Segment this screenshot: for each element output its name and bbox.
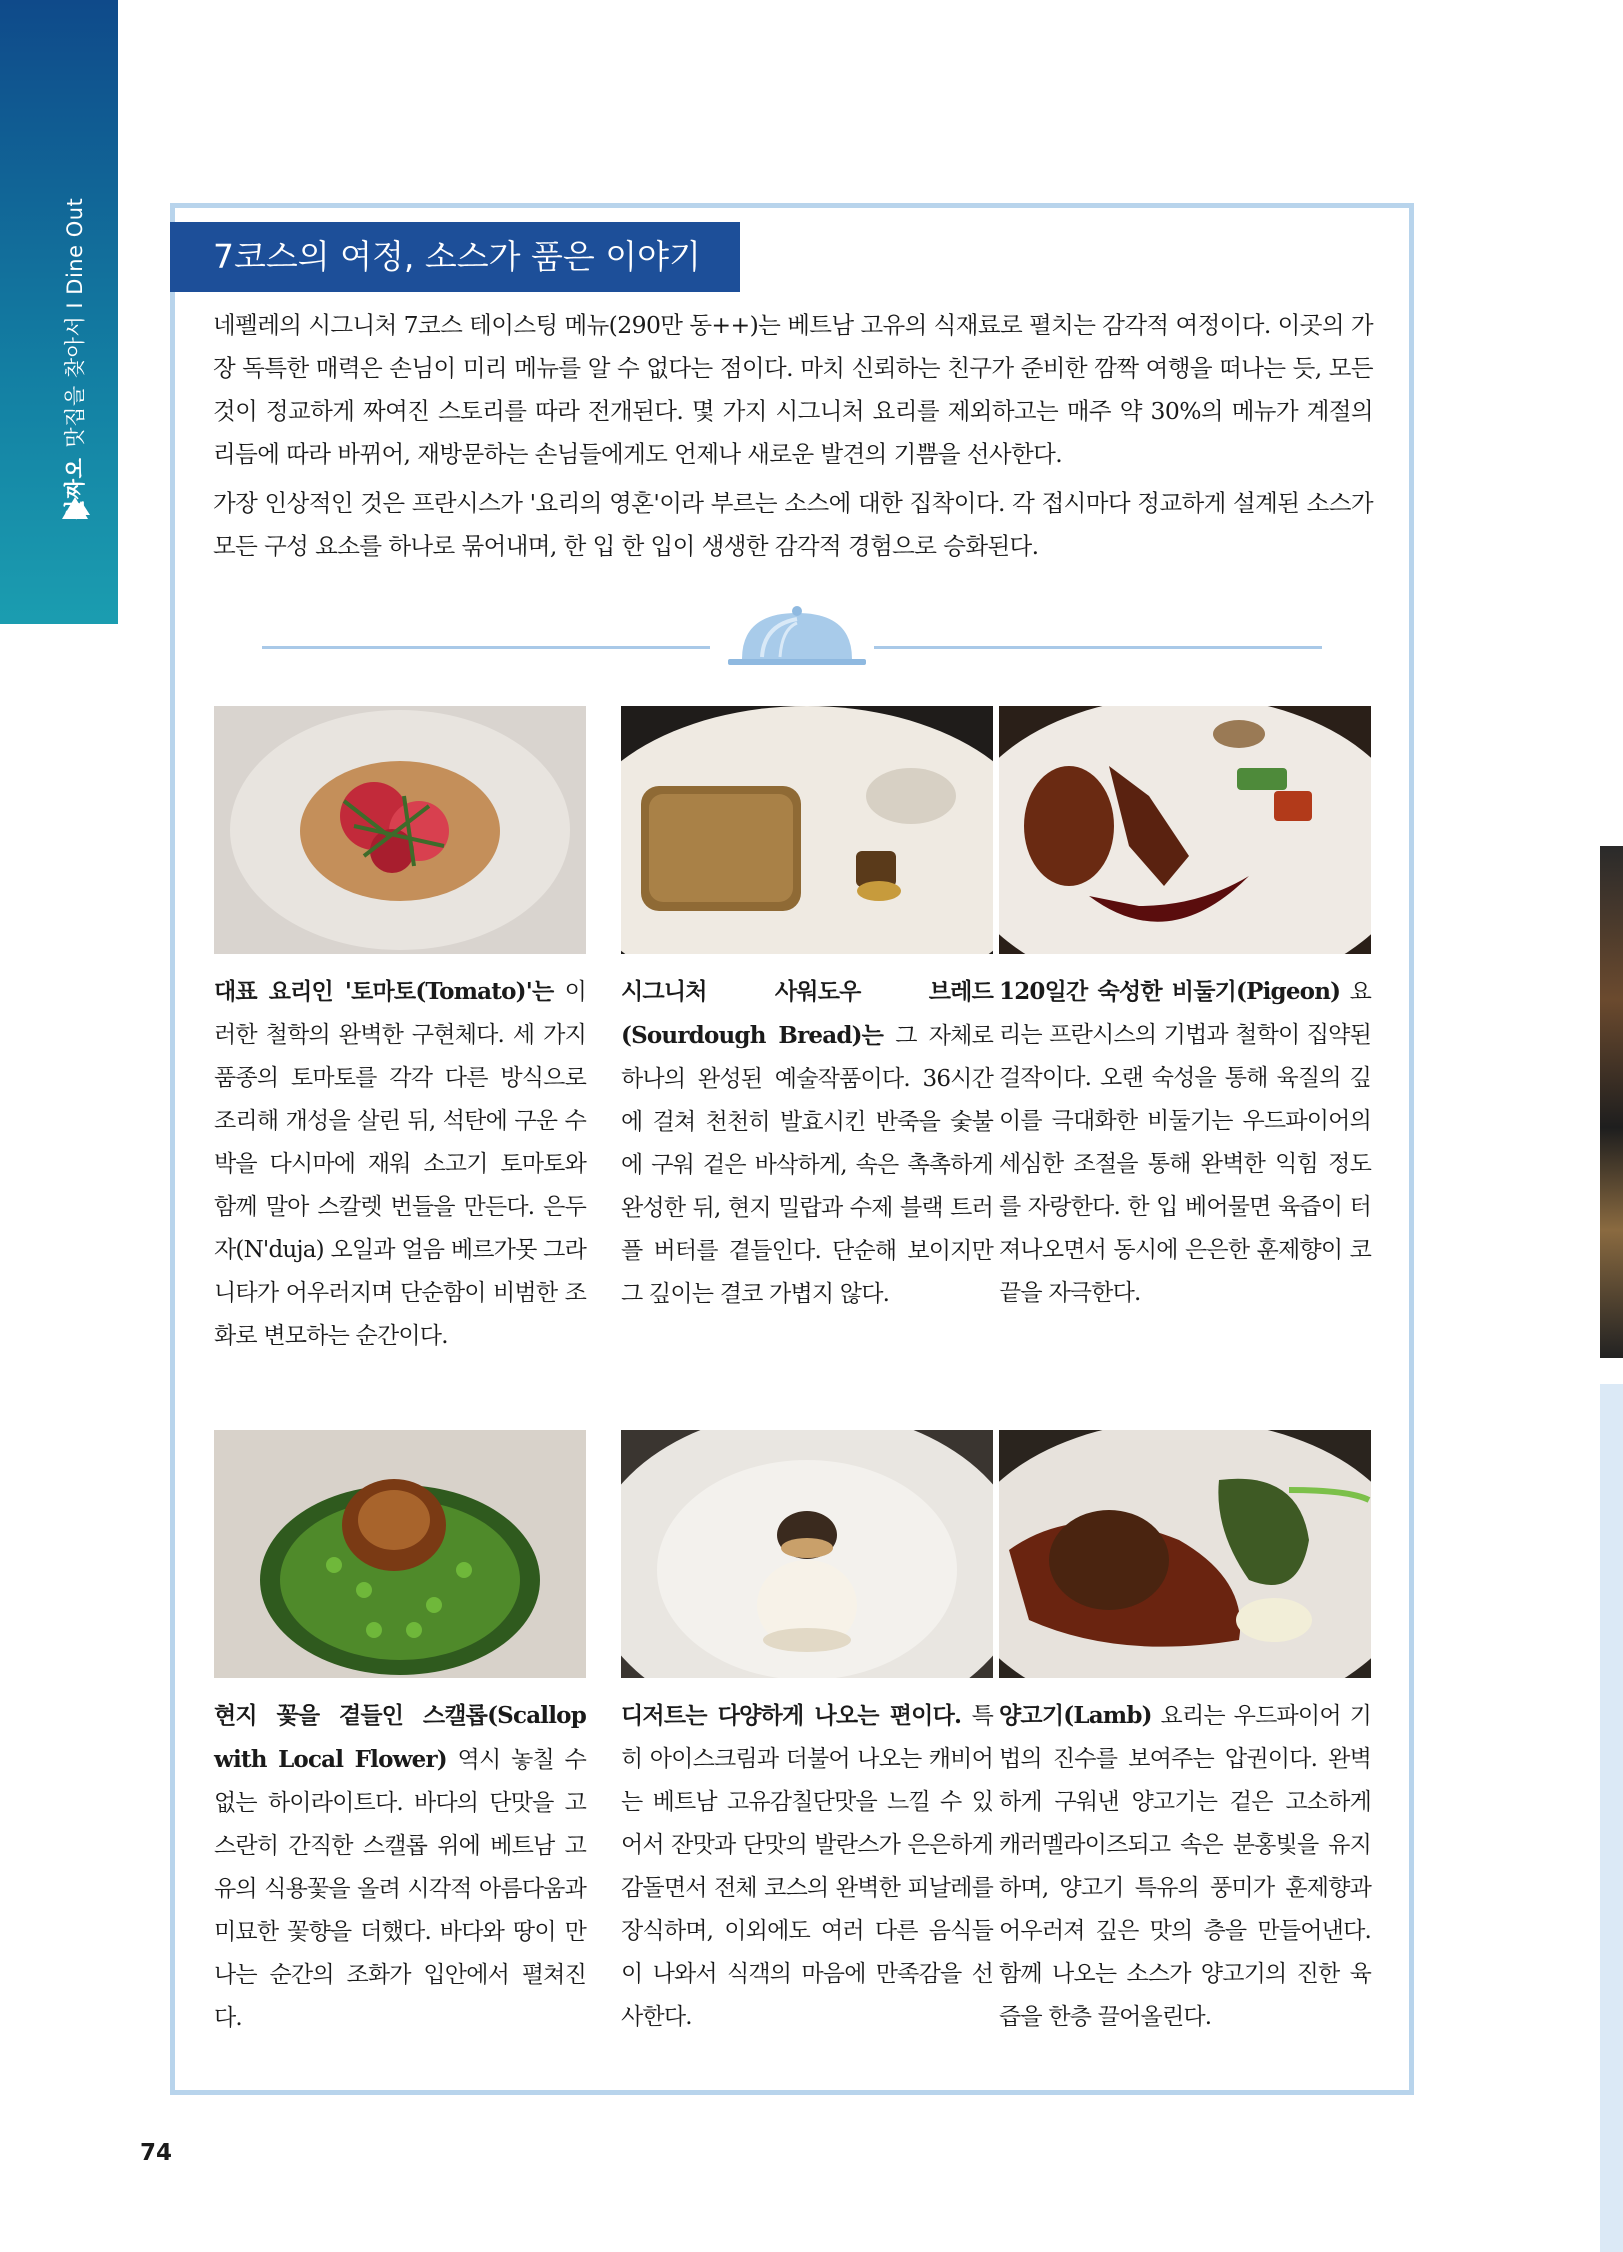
adjacent-page-photo-edge bbox=[1600, 846, 1623, 1358]
divider-line-right bbox=[874, 646, 1322, 649]
cloche-icon bbox=[728, 605, 866, 667]
course-description-lamb bbox=[999, 1694, 1371, 2039]
sourdough-bread-photo bbox=[621, 706, 993, 954]
side-section-label-rest: 맛집을 찾아서 I Dine Out bbox=[63, 197, 87, 448]
page-number: 74 bbox=[140, 2140, 173, 2166]
course-description-sourdough bbox=[621, 970, 993, 1316]
intro-paragraph-2: 가장 인상적인 것은 프란시스가 '요리의 영혼'이라 부르는 소스에 대한 집착이다. 각 접시마다 정교하게 설계된 소스가 모든 구성 요소를 하나로 묶어내며, 한 입 한 입이 생생한 감각적 경험으로 승화된다. bbox=[213, 489, 1373, 560]
course-lead-dessert: 디저트는 다양하게 나오는 편이다. bbox=[621, 1702, 962, 1729]
course-description-dessert bbox=[621, 1694, 993, 2039]
intro-text bbox=[213, 304, 1373, 574]
course-lead-scallop: 현지 꽃을 곁들인 스캘롭(Scallop with Local Flower) bbox=[214, 1702, 586, 1773]
course-description-pigeon bbox=[999, 970, 1371, 1315]
side-section-label-bold: 신짜오 bbox=[63, 457, 87, 520]
section-title: 7코스의 여정, 소스가 품은 이야기 bbox=[213, 237, 701, 276]
pigeon-dish-photo bbox=[999, 706, 1371, 954]
course-body-scallop: 역시 놓칠 수 없는 하이라이트다. 바다의 단맛을 고스란히 간직한 스캘롭 위에 베트남 고유의 식용꽃을 올려 시각적 아름다움과 미묘한 꽃향을 더했다. 바다와 땅이 만나는 순간의 조화가 입안에서 펼쳐진다. bbox=[214, 1747, 587, 2031]
side-section-label bbox=[59, 198, 89, 520]
course-lead-lamb: 양고기(Lamb) bbox=[999, 1702, 1152, 1729]
intro-paragraph-1: 네펠레의 시그니처 7코스 테이스팅 메뉴(290만 동++)는 베트남 고유의 식재료로 펼치는 감각적 여정이다. 이곳의 가장 독특한 매력은 손님이 미리 메뉴를 알 수 없다는 점이다. 마치 신뢰하는 친구가 준비한 깜짝 여행을 떠나는 듯, 모든 것이 정교하게 짜여진 스토리를 따라 전개된다. 몇 가지 시그니처 요리를 제외하고는 매주 약 30%의 메뉴가 계절의 리듬에 따라 바뀌어, 재방문하는 손님들에게도 언제나 새로운 발견의 기쁨을 선사한다. bbox=[213, 311, 1373, 468]
side-section-tab bbox=[0, 0, 118, 624]
course-body-pigeon: 요리는 프란시스의 기법과 철학이 집약된 걸작이다. 오랜 숙성을 통해 육질의 깊이를 극대화한 비둘기는 우드파이어의 세심한 조절을 통해 완벽한 익힘 정도를 자랑한다. 한 입 베어물면 육즙이 터져나오면서 동시에 은은한 훈제향이 코끝을 자극한다. bbox=[999, 979, 1372, 1306]
adjacent-page-tint-edge bbox=[1600, 1384, 1623, 2252]
course-body-dessert: 특히 아이스크림과 더불어 나오는 캐비어는 베트남 고유감칠단맛을 느낄 수 있어서 잔맛과 단맛의 발란스가 은은하게 감돌면서 전체 코스의 완벽한 피날레를 장식하며, 이외에도 여러 다른 음식들이 나와서 식객의 마음에 만족감을 선사한다. bbox=[621, 1703, 993, 2030]
course-description-scallop bbox=[214, 1694, 586, 2040]
scallop-dish-photo bbox=[214, 1430, 586, 1678]
course-lead-sourdough: 시그니처 사워도우 브레드(Sourdough Bread)는 bbox=[621, 978, 993, 1049]
tomato-dish-photo bbox=[214, 706, 586, 954]
course-body-sourdough: 그 자체로 하나의 완성된 예술작품이다. 36시간에 걸쳐 천천히 발효시킨 반죽을 숯불에 구워 겉은 바삭하게, 속은 촉촉하게 완성한 뒤, 현지 밀랍과 수제 블랙 트러플 버터를 곁들인다. 단순해 보이지만 그 깊이는 결코 가볍지 않다. bbox=[621, 1023, 993, 1307]
course-body-lamb: 요리는 우드파이어 기법의 진수를 보여주는 압권이다. 완벽하게 구워낸 양고기는 겉은 고소하게 캐러멜라이즈되고 속은 분홍빛을 유지하며, 양고기 특유의 풍미가 훈제향과 어우러져 깊은 맛의 층을 만들어낸다. 함께 나오는 소스가 양고기의 진한 육즙을 한층 끌어올린다. bbox=[999, 1703, 1371, 2030]
mountain-icon bbox=[62, 497, 88, 519]
dessert-caviar-photo bbox=[621, 1430, 993, 1678]
divider-line-left bbox=[262, 646, 710, 649]
lamb-dish-photo bbox=[999, 1430, 1371, 1678]
course-description-tomato bbox=[214, 970, 586, 1358]
course-lead-pigeon: 120일간 숙성한 비둘기(Pigeon) bbox=[999, 978, 1341, 1005]
course-lead-tomato: 대표 요리인 '토마토(Tomato)'는 bbox=[214, 978, 554, 1005]
course-body-tomato: 이러한 철학의 완벽한 구현체다. 세 가지 품종의 토마토를 각각 다른 방식으로 조리해 개성을 살린 뒤, 석탄에 구운 수박을 다시마에 재워 소고기 토마토와 함께 말아 스칼렛 번들을 만든다. 은두자(N'duja) 오일과 얼음 베르가못 그라니타가 어우러지며 단순함이 비범한 조화로 변모하는 순간이다. bbox=[214, 979, 586, 1349]
